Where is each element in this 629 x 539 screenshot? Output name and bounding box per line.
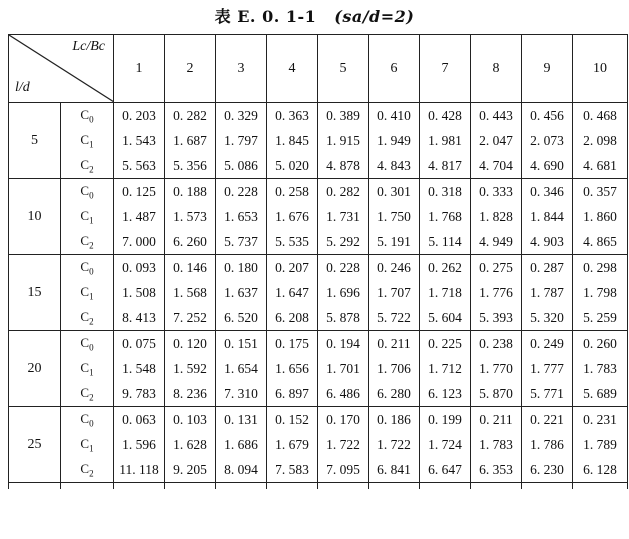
value-cell: 8. 236 <box>165 381 216 407</box>
value-cell: 6. 128 <box>573 457 628 483</box>
value-cell: 5. 020 <box>267 153 318 179</box>
value-cell: 1. 647 <box>267 280 318 305</box>
table-row <box>9 153 628 179</box>
value-cell: 0. 246 <box>369 255 420 281</box>
partial-cell <box>318 483 369 490</box>
ld-value-cell: 20 <box>9 331 61 407</box>
value-cell: 0. 282 <box>318 179 369 205</box>
value-cell: 0. 125 <box>114 179 165 205</box>
value-cell: 8. 413 <box>114 305 165 331</box>
value-cell: 5. 870 <box>471 381 522 407</box>
table-row <box>9 204 628 229</box>
value-cell: 1. 654 <box>216 356 267 381</box>
value-cell: 0. 333 <box>471 179 522 205</box>
value-cell: 1. 637 <box>216 280 267 305</box>
value-cell: 1. 789 <box>573 432 628 457</box>
value-cell: 4. 817 <box>420 153 471 179</box>
value-cell: 4. 704 <box>471 153 522 179</box>
value-cell: 4. 865 <box>573 229 628 255</box>
value-cell: 5. 604 <box>420 305 471 331</box>
value-cell: 5. 114 <box>420 229 471 255</box>
value-cell: 0. 410 <box>369 103 420 129</box>
partial-cell <box>61 483 114 490</box>
value-cell: 6. 353 <box>471 457 522 483</box>
table-row <box>9 381 628 407</box>
value-cell: 1. 731 <box>318 204 369 229</box>
value-cell: 1. 706 <box>369 356 420 381</box>
coefficient-label-cell: $C_0$ <box>61 179 114 205</box>
value-cell: 0. 262 <box>420 255 471 281</box>
value-cell: 2. 047 <box>471 128 522 153</box>
table-row <box>9 229 628 255</box>
value-cell: 1. 783 <box>471 432 522 457</box>
value-cell: 2. 098 <box>573 128 628 153</box>
value-cell: 5. 535 <box>267 229 318 255</box>
value-cell: 1. 770 <box>471 356 522 381</box>
coefficient-label-cell: $C_2$ <box>61 153 114 179</box>
ld-value-cell: 5 <box>9 103 61 179</box>
value-cell: 1. 915 <box>318 128 369 153</box>
value-cell: 1. 981 <box>420 128 471 153</box>
value-cell: 1. 724 <box>420 432 471 457</box>
value-cell: 0. 186 <box>369 407 420 433</box>
value-cell: 0. 203 <box>114 103 165 129</box>
partial-cell <box>267 483 318 490</box>
value-cell: 6. 260 <box>165 229 216 255</box>
value-cell: 1. 777 <box>522 356 573 381</box>
value-cell: 0. 225 <box>420 331 471 357</box>
value-cell: 1. 787 <box>522 280 573 305</box>
value-cell: 9. 783 <box>114 381 165 407</box>
value-cell: 6. 841 <box>369 457 420 483</box>
column-header: 1 <box>114 35 165 103</box>
value-cell: 6. 520 <box>216 305 267 331</box>
table-row <box>9 457 628 483</box>
coefficient-label-cell: $C_0$ <box>61 407 114 433</box>
value-cell: 2. 073 <box>522 128 573 153</box>
value-cell: 4. 843 <box>369 153 420 179</box>
value-cell: 0. 231 <box>573 407 628 433</box>
table-row <box>9 179 628 205</box>
value-cell: 5. 320 <box>522 305 573 331</box>
column-header: 3 <box>216 35 267 103</box>
value-cell: 5. 191 <box>369 229 420 255</box>
partial-cell <box>9 483 61 490</box>
value-cell: 1. 845 <box>267 128 318 153</box>
value-cell: 0. 131 <box>216 407 267 433</box>
ld-value-cell: 25 <box>9 407 61 483</box>
value-cell: 6. 208 <box>267 305 318 331</box>
column-header: 10 <box>573 35 628 103</box>
value-cell: 0. 103 <box>165 407 216 433</box>
value-cell: 1. 722 <box>369 432 420 457</box>
value-cell: 6. 897 <box>267 381 318 407</box>
coefficient-table <box>8 34 628 489</box>
value-cell: 0. 175 <box>267 331 318 357</box>
value-cell: 1. 722 <box>318 432 369 457</box>
value-cell: 1. 949 <box>369 128 420 153</box>
table-row <box>9 305 628 331</box>
corner-label-lc-bc: Lc/Bc <box>72 39 105 54</box>
value-cell: 1. 679 <box>267 432 318 457</box>
column-header: 9 <box>522 35 573 103</box>
value-cell: 1. 696 <box>318 280 369 305</box>
value-cell: 5. 393 <box>471 305 522 331</box>
value-cell: 5. 771 <box>522 381 573 407</box>
value-cell: 0. 287 <box>522 255 573 281</box>
ld-value-cell: 15 <box>9 255 61 331</box>
coefficient-label-cell: $C_0$ <box>61 103 114 129</box>
column-header: 4 <box>267 35 318 103</box>
value-cell: 0. 428 <box>420 103 471 129</box>
value-cell: 6. 230 <box>522 457 573 483</box>
partial-cell <box>573 483 628 490</box>
value-cell: 1. 548 <box>114 356 165 381</box>
table-condition: (sa/d=2) <box>334 7 415 26</box>
value-cell: 1. 701 <box>318 356 369 381</box>
column-header: 7 <box>420 35 471 103</box>
value-cell: 0. 346 <box>522 179 573 205</box>
partial-cell <box>216 483 267 490</box>
value-cell: 1. 776 <box>471 280 522 305</box>
value-cell: 0. 152 <box>267 407 318 433</box>
value-cell: 1. 508 <box>114 280 165 305</box>
value-cell: 5. 737 <box>216 229 267 255</box>
partial-cell <box>165 483 216 490</box>
value-cell: 4. 681 <box>573 153 628 179</box>
partial-cell <box>471 483 522 490</box>
value-cell: 1. 487 <box>114 204 165 229</box>
value-cell: 7. 310 <box>216 381 267 407</box>
coefficient-label-cell: $C_0$ <box>61 331 114 357</box>
value-cell: 0. 456 <box>522 103 573 129</box>
table-number: 表 E. 0. 1-1 <box>214 7 317 26</box>
corner-header-cell <box>9 35 114 103</box>
value-cell: 1. 568 <box>165 280 216 305</box>
coefficient-label-cell: $C_1$ <box>61 204 114 229</box>
value-cell: 5. 259 <box>573 305 628 331</box>
value-cell: 5. 722 <box>369 305 420 331</box>
value-cell: 1. 596 <box>114 432 165 457</box>
value-cell: 7. 000 <box>114 229 165 255</box>
table-row <box>9 407 628 433</box>
value-cell: 0. 120 <box>165 331 216 357</box>
value-cell: 0. 211 <box>471 407 522 433</box>
coefficient-label-cell: $C_1$ <box>61 280 114 305</box>
value-cell: 0. 170 <box>318 407 369 433</box>
value-cell: 4. 690 <box>522 153 573 179</box>
column-header: 5 <box>318 35 369 103</box>
value-cell: 0. 194 <box>318 331 369 357</box>
value-cell: 8. 094 <box>216 457 267 483</box>
value-cell: 7. 252 <box>165 305 216 331</box>
value-cell: 1. 707 <box>369 280 420 305</box>
value-cell: 0. 238 <box>471 331 522 357</box>
value-cell: 4. 878 <box>318 153 369 179</box>
value-cell: 1. 798 <box>573 280 628 305</box>
value-cell: 0. 211 <box>369 331 420 357</box>
column-header: 2 <box>165 35 216 103</box>
value-cell: 0. 228 <box>318 255 369 281</box>
coefficient-label-cell: $C_2$ <box>61 457 114 483</box>
value-cell: 1. 676 <box>267 204 318 229</box>
value-cell: 5. 356 <box>165 153 216 179</box>
value-cell: 1. 573 <box>165 204 216 229</box>
value-cell: 0. 258 <box>267 179 318 205</box>
table-row <box>9 280 628 305</box>
value-cell: 0. 199 <box>420 407 471 433</box>
value-cell: 1. 768 <box>420 204 471 229</box>
value-cell: 1. 860 <box>573 204 628 229</box>
value-cell: 7. 095 <box>318 457 369 483</box>
value-cell: 0. 146 <box>165 255 216 281</box>
value-cell: 0. 180 <box>216 255 267 281</box>
value-cell: 0. 093 <box>114 255 165 281</box>
value-cell: 4. 903 <box>522 229 573 255</box>
value-cell: 0. 260 <box>573 331 628 357</box>
value-cell: 0. 075 <box>114 331 165 357</box>
value-cell: 5. 563 <box>114 153 165 179</box>
value-cell: 5. 086 <box>216 153 267 179</box>
value-cell: 5. 689 <box>573 381 628 407</box>
value-cell: 6. 123 <box>420 381 471 407</box>
value-cell: 1. 783 <box>573 356 628 381</box>
ld-value-cell: 10 <box>9 179 61 255</box>
value-cell: 0. 389 <box>318 103 369 129</box>
value-cell: 1. 628 <box>165 432 216 457</box>
value-cell: 0. 443 <box>471 103 522 129</box>
coefficient-label-cell: $C_2$ <box>61 229 114 255</box>
partial-cell <box>522 483 573 490</box>
value-cell: 6. 647 <box>420 457 471 483</box>
value-cell: 1. 592 <box>165 356 216 381</box>
column-header: 8 <box>471 35 522 103</box>
value-cell: 11. 118 <box>114 457 165 483</box>
table-row <box>9 128 628 153</box>
partial-cell <box>369 483 420 490</box>
value-cell: 0. 207 <box>267 255 318 281</box>
value-cell: 1. 718 <box>420 280 471 305</box>
table-row <box>9 331 628 357</box>
value-cell: 1. 543 <box>114 128 165 153</box>
coefficient-label-cell: $C_2$ <box>61 381 114 407</box>
value-cell: 1. 844 <box>522 204 573 229</box>
table-row <box>9 432 628 457</box>
table-row <box>9 103 628 129</box>
value-cell: 6. 486 <box>318 381 369 407</box>
value-cell: 1. 656 <box>267 356 318 381</box>
value-cell: 0. 357 <box>573 179 628 205</box>
value-cell: 5. 878 <box>318 305 369 331</box>
coefficient-label-cell: $C_1$ <box>61 432 114 457</box>
table-body <box>9 103 628 490</box>
value-cell: 5. 292 <box>318 229 369 255</box>
value-cell: 4. 949 <box>471 229 522 255</box>
value-cell: 0. 249 <box>522 331 573 357</box>
column-header: 6 <box>369 35 420 103</box>
value-cell: 0. 063 <box>114 407 165 433</box>
value-cell: 0. 151 <box>216 331 267 357</box>
header-row <box>9 35 628 103</box>
value-cell: 0. 188 <box>165 179 216 205</box>
coefficient-label-cell: $C_2$ <box>61 305 114 331</box>
coefficient-label-cell: $C_1$ <box>61 356 114 381</box>
coefficient-table-wrapper <box>8 34 628 489</box>
value-cell: 6. 280 <box>369 381 420 407</box>
value-cell: 0. 298 <box>573 255 628 281</box>
value-cell: 1. 786 <box>522 432 573 457</box>
table-title <box>0 4 629 30</box>
value-cell: 9. 205 <box>165 457 216 483</box>
value-cell: 1. 686 <box>216 432 267 457</box>
value-cell: 1. 653 <box>216 204 267 229</box>
coefficient-label-cell: $C_0$ <box>61 255 114 281</box>
value-cell: 0. 275 <box>471 255 522 281</box>
coefficient-label-cell: $C_1$ <box>61 128 114 153</box>
value-cell: 0. 221 <box>522 407 573 433</box>
partial-row-cutoff <box>9 483 628 490</box>
value-cell: 1. 828 <box>471 204 522 229</box>
value-cell: 0. 318 <box>420 179 471 205</box>
value-cell: 0. 282 <box>165 103 216 129</box>
table-row <box>9 255 628 281</box>
value-cell: 0. 301 <box>369 179 420 205</box>
value-cell: 0. 468 <box>573 103 628 129</box>
value-cell: 7. 583 <box>267 457 318 483</box>
partial-cell <box>114 483 165 490</box>
partial-cell <box>420 483 471 490</box>
value-cell: 1. 750 <box>369 204 420 229</box>
value-cell: 0. 363 <box>267 103 318 129</box>
value-cell: 1. 797 <box>216 128 267 153</box>
value-cell: 0. 329 <box>216 103 267 129</box>
value-cell: 0. 228 <box>216 179 267 205</box>
value-cell: 1. 687 <box>165 128 216 153</box>
table-row <box>9 356 628 381</box>
value-cell: 1. 712 <box>420 356 471 381</box>
corner-label-l-d: l/d <box>15 80 30 95</box>
